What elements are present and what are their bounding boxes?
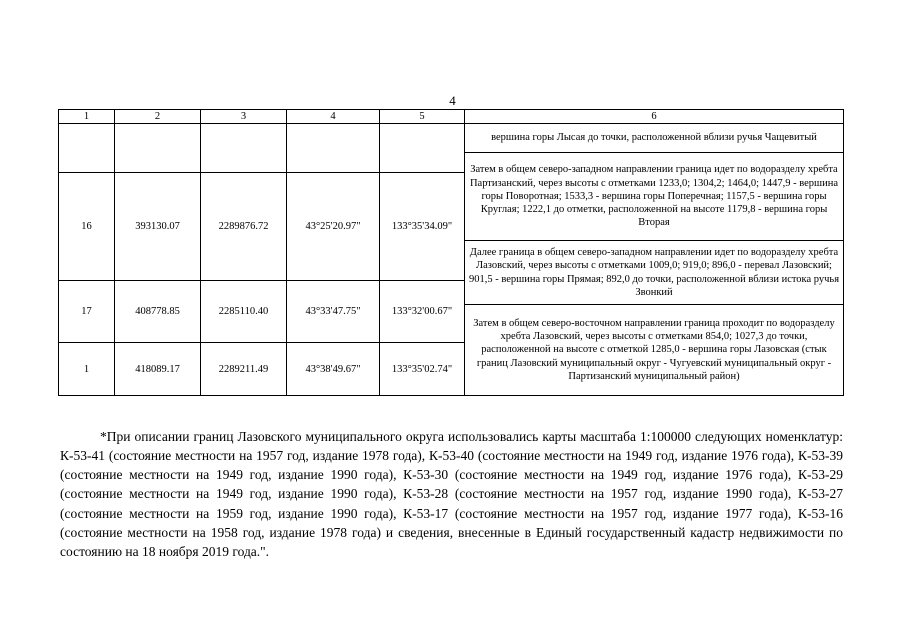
page-number: 4 <box>449 93 456 108</box>
table-header-cell: 5 <box>380 110 465 124</box>
empty-cell <box>59 124 115 173</box>
description-cell <box>465 305 844 396</box>
table-header-cell: 4 <box>287 110 380 124</box>
y-coordinate-cell: 2285110.40 <box>201 281 287 343</box>
x-coordinate-cell: 418089.17 <box>115 343 201 396</box>
x-coordinate-cell: 408778.85 <box>115 281 201 343</box>
latitude-cell: 43°25'20.97" <box>287 173 380 281</box>
table-row <box>59 124 844 153</box>
point-number-cell: 17 <box>59 281 115 343</box>
footnote-paragraph: *При описании границ Лазовского муниципального округа использовались карты масштаба 1:100000 следующих номенклатур: К-53-41 (состояние местности на 1957 год, издание 1978 года), К-53-40 (состояние местности на 1949 год, издание 1976 года), К-53-39 (состояние местности на 1949 год, издание 1990 года), К-53-30 (состояние местности на 1949 год, издание 1976 года), К-53-29 (состояние местности на 1949 год, издание 1990 года), К-53-28 (состояние местности на 1957 год, издание 1990 года), К-53-27 (состояние местности на 1959 год, издание 1990 года), К-53-17 (состояние местности на 1957 год, издание 1977 года), К-53-16 (состояние местности на 1958 год, издание 1978 года) и сведения, внесенные в Единый государственный кадастр недвижимости по состоянию на 18 ноября 2019 года.". <box>60 428 843 560</box>
latitude-cell: 43°38'49.67" <box>287 343 380 396</box>
description-cell <box>465 153 844 241</box>
description-cell <box>465 124 844 153</box>
point-number-cell: 1 <box>59 343 115 396</box>
latitude-cell: 43°33'47.75" <box>287 281 380 343</box>
empty-cell <box>115 124 201 173</box>
empty-cell <box>201 124 287 173</box>
table-header-cell: 6 <box>465 110 844 124</box>
y-coordinate-cell: 2289876.72 <box>201 173 287 281</box>
longitude-cell: 133°32'00.67" <box>380 281 465 343</box>
description-text: Затем в общем северо-восточном направлении граница проходит по водоразделу хребта Лазовский, через высоты с отметками 854,0; 1027,3 до точки, расположенной на высоте с отметкой 1285,0 - вершина горы Лазовская (стык границ Лазовский муниципальный округ - Чугуевский муниципальный округ - Партизанский муниципальный район) <box>473 317 835 382</box>
table-header-cell: 3 <box>201 110 287 124</box>
description-text: Далее граница в общем северо-западном направлении идет по водоразделу хребта Лазовский, через высоты с отметками 1009,0; 919,0; 896,0 - перевал Лазовский; 901,5 - вершина горы Прямая; 892,0 до точки, расположенной вблизи истока ручья Звонкий <box>468 247 840 298</box>
y-coordinate-cell: 2289211.49 <box>201 343 287 396</box>
longitude-cell: 133°35'34.09" <box>380 173 465 281</box>
longitude-cell: 133°35'02.74" <box>380 343 465 396</box>
description-cell <box>465 241 844 305</box>
point-number-cell: 16 <box>59 173 115 281</box>
table-header-cell: 2 <box>115 110 201 124</box>
empty-cell <box>380 124 465 173</box>
table-header-row <box>59 110 844 124</box>
x-coordinate-cell: 393130.07 <box>115 173 201 281</box>
description-text: вершина горы Лысая до точки, расположенной вблизи ручья Чащевитый <box>491 132 817 144</box>
description-text: Затем в общем северо-западном направлении граница идет по водоразделу хребта Партизанский, через высоты с отметками 1233,0; 1304,2; 1464,0; 1447,9 - вершина горы Поворотная; 1533,3 - вершина горы Поперечная; 1157,5 - вершина горы Круглая; 1222,1 до отметки, расположенной на высоте 1179,8 - вершина горы Вторая <box>469 164 839 229</box>
table-header-cell: 1 <box>59 110 115 124</box>
empty-cell <box>287 124 380 173</box>
boundary-table <box>58 109 844 396</box>
